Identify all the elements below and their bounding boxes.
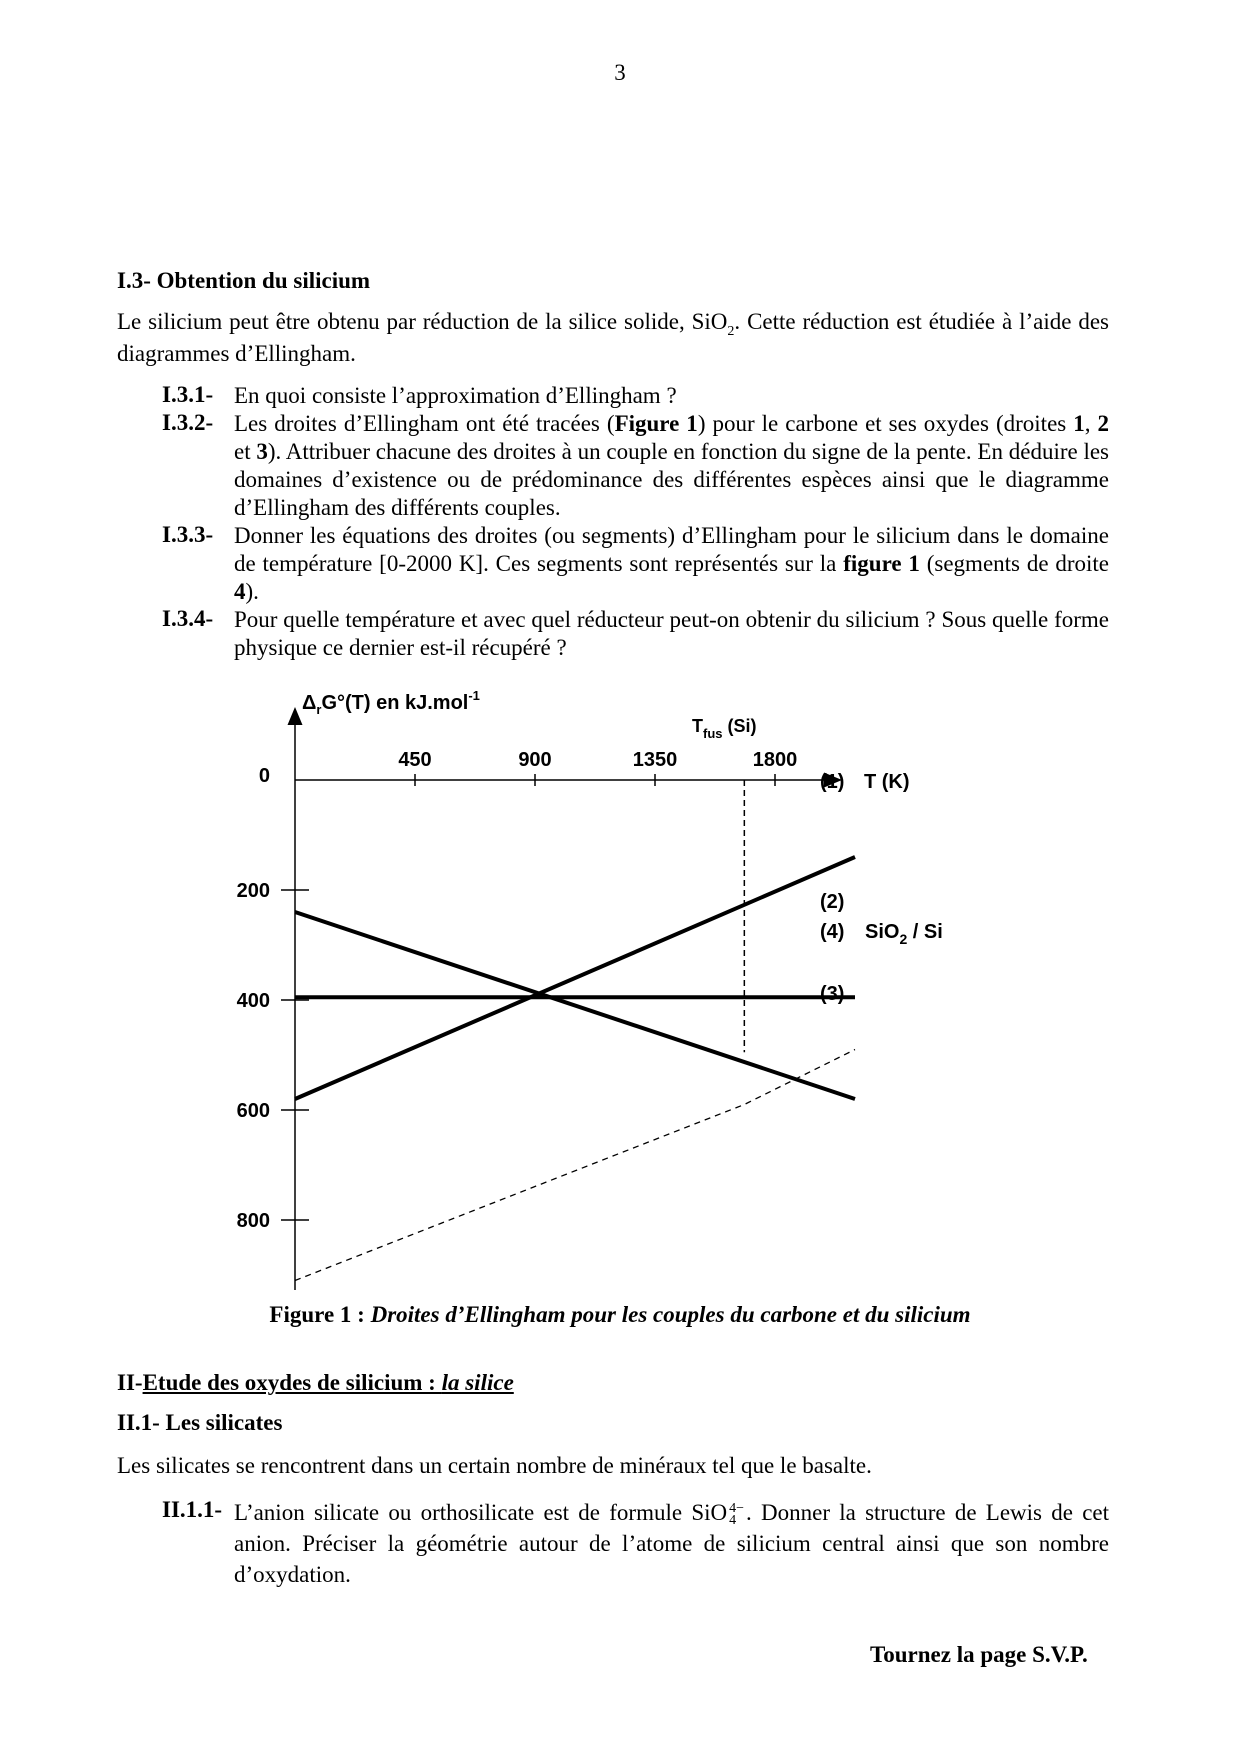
x-tick-label: 1800	[752, 749, 798, 771]
y-label-sub: r	[316, 702, 322, 717]
series-group	[295, 857, 855, 1281]
series-line-1	[295, 857, 855, 1099]
caption-bold: Figure 1 :	[269, 1302, 365, 1327]
section-ii-intro: Les silicates se rencontrent dans un certain nombre de minéraux tel que le basalte.	[117, 1453, 872, 1478]
axes	[237, 710, 910, 1290]
series-label-2: (2)	[820, 891, 845, 913]
section-intro	[117, 308, 1109, 368]
question-text: Donner les équations des droites (ou segments) d’Ellingham pour le silicium dans le domaine de température [0-2000 K]. Ces segments sont représentés sur la figure 1 (segments de droite 4).	[234, 523, 1109, 604]
tfus-label: $T_{fus}$ (Si)	[692, 716, 757, 741]
y-tick-label: 200	[236, 880, 270, 902]
intro-text: Le silicium peut être obtenu par réduction de la silice solide, SiO	[117, 309, 728, 334]
y-tick-label: 600	[236, 1100, 270, 1122]
intro-text-2: . Cette réduction est étudiée à l’aide des diagrammes d’Ellingham.	[117, 309, 1109, 366]
question-label: II.1.1-	[162, 1497, 223, 1522]
question-label: I.3.4-	[162, 606, 214, 631]
x-tick-label: 900	[518, 749, 552, 771]
question-text: Les droites d’Ellingham ont été tracées (Figure 1) pour le carbone et ses oxydes (droites 1, 2 et 3). Attribuer chacune des droites à un couple en fonction du signe de la pente. En déduire les domaines d’existence ou de prédominance des différentes espèces ainsi que le diagramme d’Ellingham des différents couples.	[234, 411, 1110, 520]
question-text: Pour quelle température et avec quel réducteur peut-on obtenir du silicium ? Sous quelle forme physique ce dernier est-il récupéré ?	[234, 607, 1109, 660]
x-tick-label: 450	[398, 749, 432, 771]
ellingham-chart	[230, 690, 1030, 1290]
series-line-3	[295, 912, 855, 1099]
y-tick-label: 800	[236, 1210, 270, 1232]
figure-caption	[0, 1302, 1240, 1328]
y-axis-label	[302, 690, 480, 717]
y-tick-label: 0	[258, 765, 270, 787]
section-title: I.3- Obtention du silicium	[117, 268, 371, 293]
question-label: I.3.3-	[162, 522, 214, 547]
x-axis-label: T (K)	[864, 771, 910, 793]
subsection-title: II.1- Les silicates	[117, 1410, 283, 1435]
question-text: L’anion silicate ou orthosilicate est de formule SiO 4− 4 . Donner la structure de Lewis de cet anion. Préciser la géométrie autour de l’atome de silicium central ainsi que son nombre d’oxydation.	[234, 1500, 1109, 1587]
question-text: En quoi consiste l’approximation d’Ellingham ?	[234, 383, 677, 408]
couple-label-4: SiO$_2$ / Si	[865, 921, 943, 947]
question-label: I.3.2-	[162, 410, 214, 435]
y-label-delta: Δ	[302, 692, 317, 714]
series-label-3: (3)	[820, 983, 845, 1005]
footer: Tournez la page S.V.P.	[870, 1642, 1088, 1667]
page-number: 3	[614, 60, 626, 85]
y-label-exp: -1	[468, 690, 480, 703]
intro-subscript: 2	[727, 324, 735, 339]
question-label: I.3.1-	[162, 382, 214, 407]
y-tick-label: 400	[236, 990, 270, 1012]
series-line-4	[295, 1050, 855, 1281]
series-label-1: (1)	[820, 771, 845, 793]
series-label-4: (4)	[820, 921, 845, 943]
caption-italic: Droites d’Ellingham pour les couples du carbone et du silicium	[370, 1302, 971, 1327]
section-ii-title: II-Etude des oxydes de silicium : la silice	[117, 1370, 514, 1395]
y-label-text: G°(T) en kJ.mol	[321, 692, 469, 714]
x-tick-label: 1350	[632, 749, 678, 771]
